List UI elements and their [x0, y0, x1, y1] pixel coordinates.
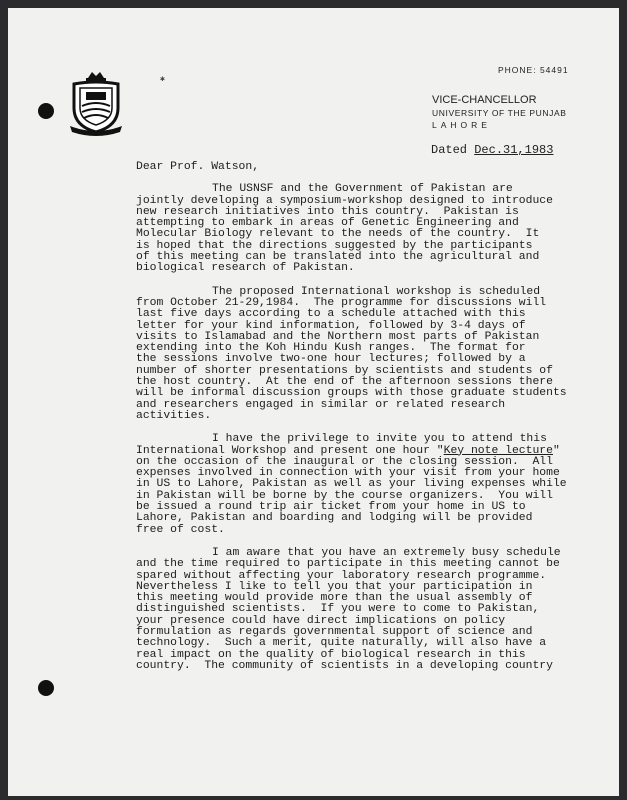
text-line: expenses involved in connection with your visit from your home — [136, 467, 560, 480]
text-line: The USNSF and the Government of Pakistan are — [212, 183, 513, 196]
punch-hole — [38, 103, 54, 119]
text-line: country. The community of scientists in a developing country — [136, 659, 553, 672]
paragraph-3 — [136, 434, 567, 536]
letterhead-office — [432, 94, 567, 130]
text-line: of this meeting can be translated into the agricultural and — [136, 251, 540, 264]
text-line: on the occasion of the inaugural or the closing session. All — [136, 455, 553, 468]
text-line: distinguished scientists. If you were to come to Pakistan, — [136, 603, 540, 616]
text-line: Nevertheless I like to tell you that your participation in — [136, 580, 533, 593]
text-segment: " — [552, 444, 560, 457]
text-line: letter for your kind information, followed by 3-4 days of — [136, 319, 526, 332]
text-line: and the time required to participate in this meeting cannot be — [136, 558, 560, 571]
text-line: I am aware that you have an extremely busy schedule — [212, 546, 561, 559]
text-line: in US to Lahore, Pakistan as well as your living expenses while — [136, 478, 567, 491]
text-line: Molecular Biology relevant to the needs of the country. It — [136, 228, 540, 241]
paragraph-2 — [136, 287, 567, 423]
text-line: I have the privilege to invite you to attend this — [212, 433, 547, 446]
text-line: your presence could have direct implications on policy — [136, 614, 506, 627]
text-line: this meeting would provide more than the usual assembly of — [136, 592, 533, 605]
letterhead-institution: UNIVERSITY OF THE PUNJAB — [432, 108, 567, 118]
text-line: is hoped that the directions suggested by the participants — [136, 239, 533, 252]
text-line: the sessions involve two-one hour lectures; followed by a — [136, 353, 526, 366]
paragraph-1 — [136, 184, 567, 274]
text-line: and researchers engaged in similar or related research — [136, 398, 506, 411]
text-line: technology. Such a merit, quite naturally, will also have a — [136, 637, 547, 650]
text-line: activities. — [136, 409, 212, 422]
text-line: free of cost. — [136, 523, 225, 536]
text-line: will be informal discussion groups with those graduate students — [136, 387, 567, 400]
letter-date: Dec.31,1983 — [474, 143, 554, 157]
text-line: new research initiatives into this country. Pakistan is — [136, 205, 519, 218]
text-line: be issued a round trip air ticket from your home in US to — [136, 501, 526, 514]
letterhead-city: LAHORE — [432, 120, 491, 130]
paragraph-4 — [136, 548, 567, 672]
text-line: Lahore, Pakistan and boarding and lodging will be provided — [136, 512, 533, 525]
letter-body — [136, 162, 567, 684]
salutation: Dear Prof. Watson, — [136, 161, 260, 173]
text-line: spared without affecting your laboratory research programme. — [136, 569, 547, 582]
date-line — [431, 143, 553, 157]
stray-mark: ✱ — [160, 75, 165, 84]
text-segment: International Workshop and present one hour " — [136, 444, 444, 457]
text-line: number of shorter presentations by scientists and students of — [136, 364, 553, 377]
text-line: extending into the Koh Hindu Kush ranges. The format for — [136, 342, 526, 355]
letterhead-title: VICE-CHANCELLOR — [432, 94, 537, 106]
punch-hole — [38, 680, 54, 696]
phone-number: PHONE: 54491 — [498, 65, 569, 75]
text-line: biological research of Pakistan. — [136, 262, 355, 275]
dated-label: Dated — [431, 143, 468, 157]
text-line: from October 21-29,1984. The programme for discussions will — [136, 296, 547, 309]
text-line: The proposed International workshop is scheduled — [212, 285, 541, 298]
text-line: in Pakistan will be borne by the course organizers. You will — [136, 489, 553, 502]
text-line: attempting to embark in areas of Genetic Engineering and — [136, 217, 519, 230]
text-line: formulation as regards governmental support of science and — [136, 625, 533, 638]
text-line: visits to Islamabad and the Northern most parts of Pakistan — [136, 330, 540, 343]
text-line: real impact on the quality of biological research in this — [136, 648, 526, 661]
text-line: jointly developing a symposium-workshop designed to introduce — [136, 194, 553, 207]
text-line: the host country. At the end of the afternoon sessions there — [136, 376, 553, 389]
university-crest-logo — [66, 70, 126, 136]
text-line: last five days according to a schedule attached with this — [136, 308, 526, 321]
underlined-phrase: Key note lecture — [443, 444, 553, 457]
